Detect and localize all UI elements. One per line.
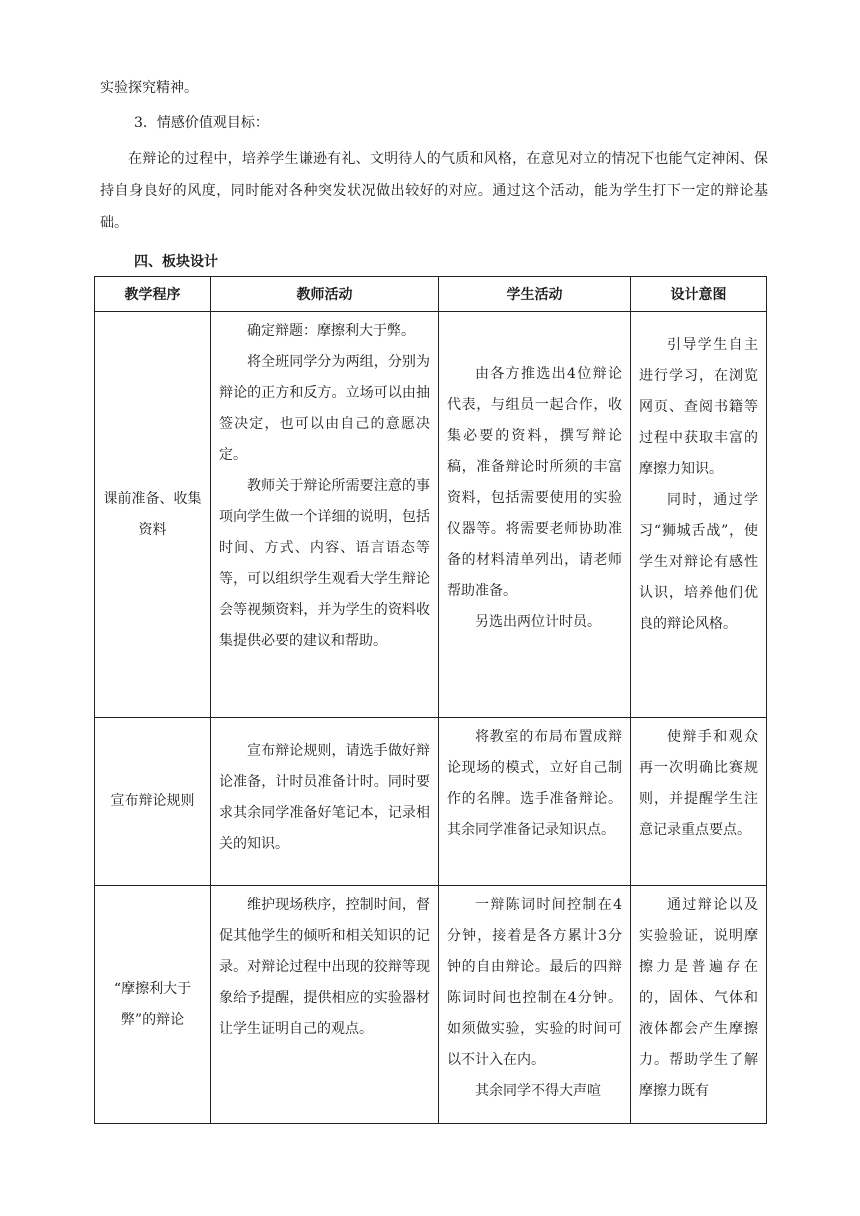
student-text: 将教室的布局布置成辩论现场的模式，立好自己制作的名牌。选手准备辩论。其余同学准备记录知识点。 (447, 729, 622, 838)
teacher-cell (211, 312, 439, 718)
stage-cell: 宣布辩论规则 (95, 718, 211, 886)
teacher-text: 将全班同学分为两组，分别为辩论的正方和反方。立场可以由抽签决定，也可以由自己的意愿决定。 (219, 354, 430, 463)
intro-line: 实验探究精神。 (100, 80, 198, 96)
intent-text: 同时，通过学习“狮城舌战”，使学生对辩论有感性认识，培养他们优良的辩论风格。 (639, 492, 758, 632)
teacher-text: 教师关于辩论所需要注意的事项向学生做一个详细的说明，包括时间、方式、内容、语言语态等等，可以组织学生观看大学生辩论会等视频资料，并为学生的资料收集提供必要的建议和帮助。 (219, 478, 430, 649)
intent-text: 通过辩论以及实验验证，说明摩擦力是普遍存在的，固体、气体和液体都会产生摩擦力。帮助学生了解摩擦力既有 (639, 897, 758, 1099)
student-text: 其余同学不得大声喧 (475, 1083, 601, 1099)
intent-cell (631, 886, 767, 1124)
header-teacher: 教师活动 (211, 277, 439, 312)
student-cell (439, 718, 631, 886)
stage-cell: “摩擦利大于弊”的辩论 (95, 886, 211, 1124)
section-heading: 四、板块设计 (134, 254, 218, 270)
student-text: 由各方推选出4位辩论代表，与组员一起合作，收集必要的资料，撰写辩论稿，准备辩论时所须的丰富资料，包括需要使用的实验仪器等。将需要老师协助准备的材料清单列出，请老师帮助准备。 (447, 366, 622, 599)
teacher-text: 宣布辩论规则，请选手做好辩论准备，计时员准备计时。同时要求其余同学准备好笔记本，记录相关的知识。 (219, 743, 430, 852)
design-table (94, 276, 767, 1124)
table-header-row (95, 277, 767, 312)
intent-text: 引导学生自主进行学习，在浏览网页、查阅书籍等过程中获取丰富的摩擦力知识。 (639, 337, 758, 477)
goal-text: 在辩论的过程中，培养学生谦逊有礼、文明待人的气质和风格，在意见对立的情况下也能气定神闲、保持自身良好的风度，同时能对各种突发状况做出较好的对应。通过这个活动，能为学生打下一定的辩论基础。 (100, 151, 768, 231)
header-stage: 教学程序 (95, 277, 211, 312)
intent-cell (631, 312, 767, 718)
teacher-text: 确定辩题：摩擦利大于弊。 (247, 323, 415, 339)
stage-cell: 课前准备、收集资料 (95, 312, 211, 718)
teacher-cell (211, 886, 439, 1124)
goal-heading: 3．情感价值观目标： (134, 115, 269, 131)
student-cell (439, 886, 631, 1124)
table-row (95, 312, 767, 718)
student-text: 另选出两位计时员。 (475, 614, 601, 630)
student-cell (439, 312, 631, 718)
teacher-text: 维护现场秩序，控制时间，督促其他学生的倾听和相关知识的记录。对辩论过程中出现的狡辩等现象给予提醒，提供相应的实验器材让学生证明自己的观点。 (219, 897, 430, 1037)
intent-cell (631, 718, 767, 886)
student-text: 一辩陈词时间控制在4分钟，接着是各方累计3分钟的自由辩论。最后的四辩陈词时间也控制在4分钟。如须做实验，实验的时间可以不计入在内。 (447, 897, 622, 1068)
teacher-cell (211, 718, 439, 886)
header-student: 学生活动 (439, 277, 631, 312)
table-row (95, 718, 767, 886)
table-row (95, 886, 767, 1124)
intent-text: 使辩手和观众再一次明确比赛规则，并提醒学生注意记录重点要点。 (639, 729, 758, 838)
header-intent: 设计意图 (631, 277, 767, 312)
